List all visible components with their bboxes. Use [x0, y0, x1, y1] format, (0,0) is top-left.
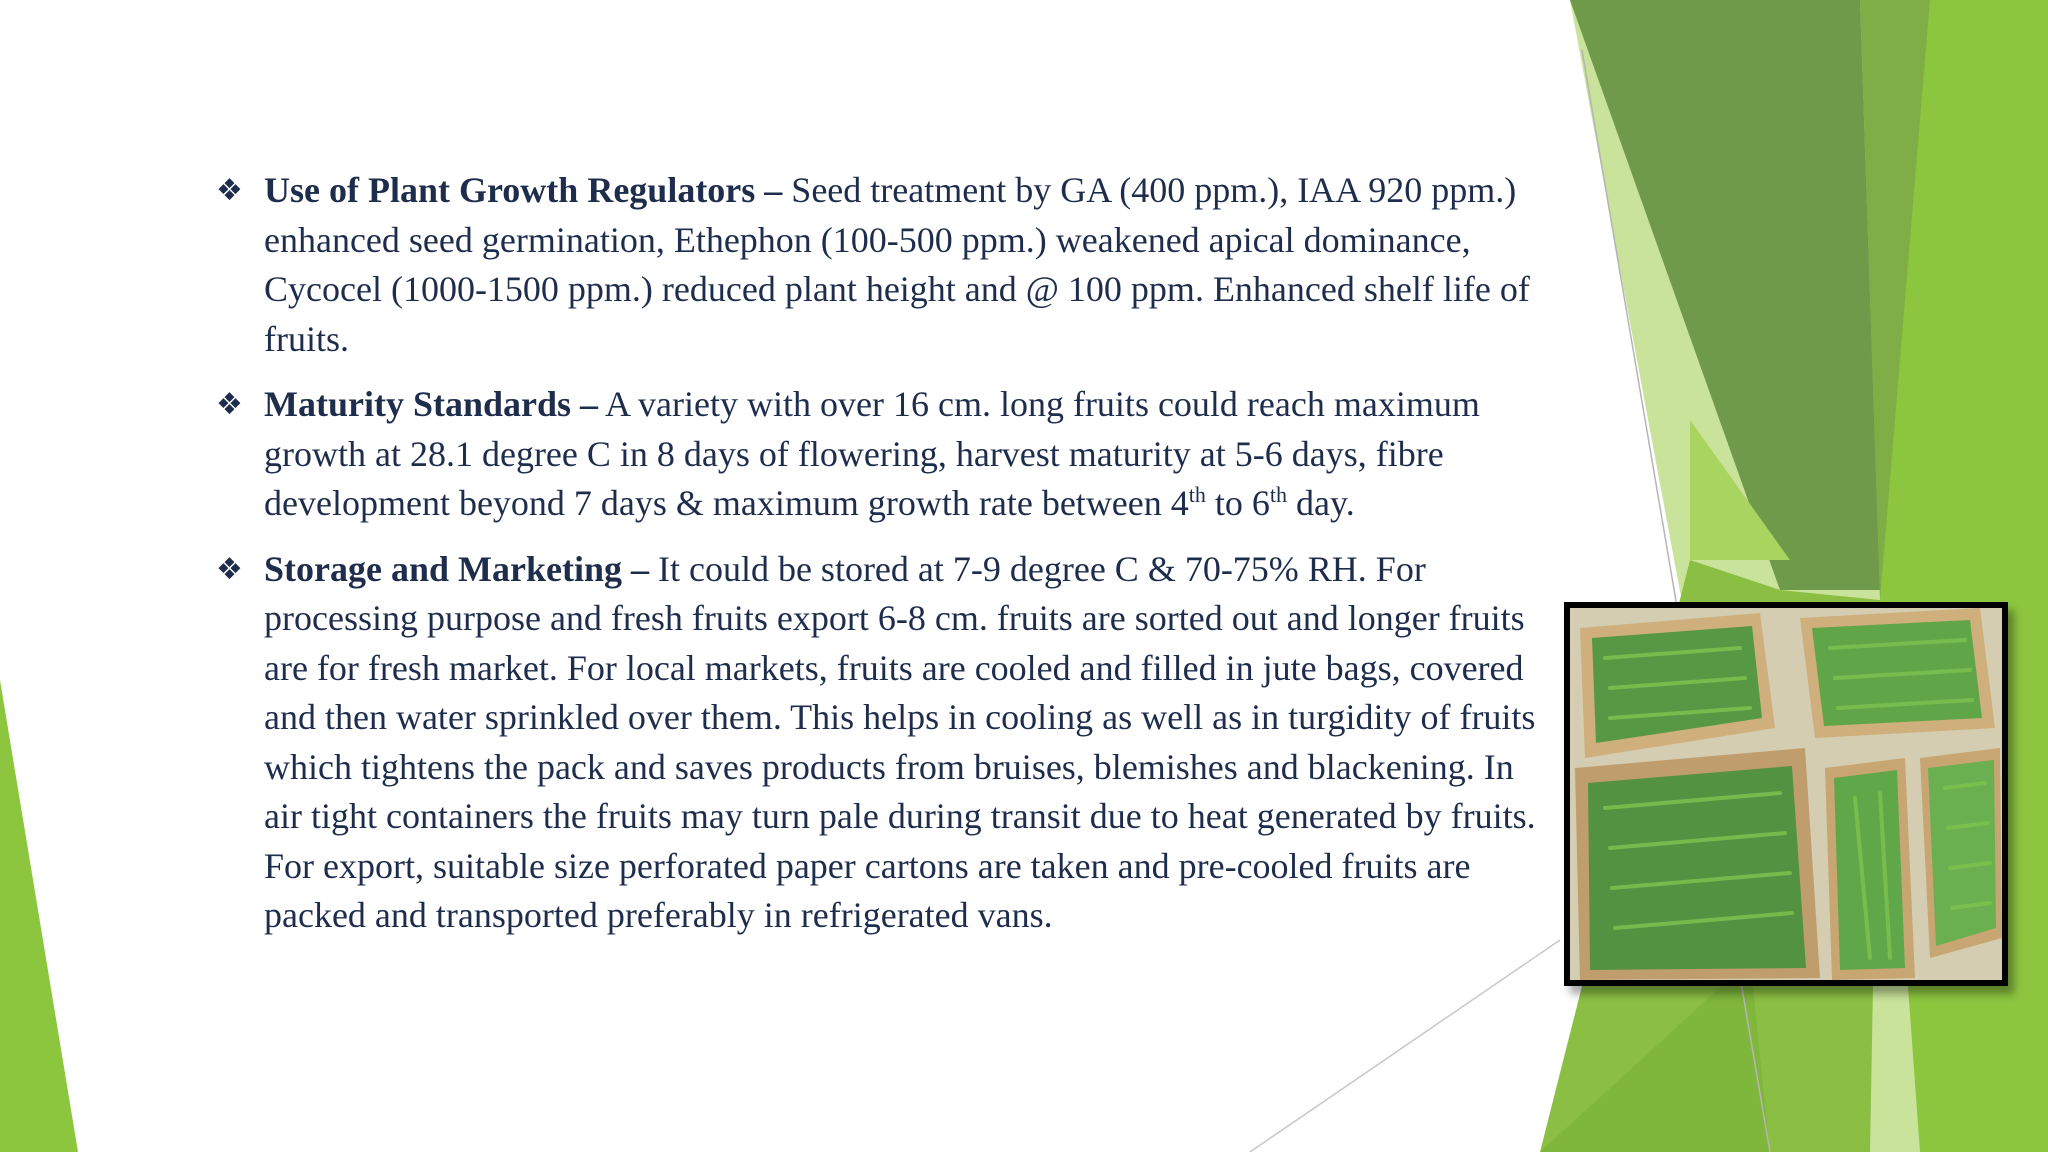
photo-frame — [1564, 602, 2008, 986]
bullet-term: Maturity Standards – — [264, 384, 599, 424]
superscript: th — [1188, 482, 1206, 507]
bullet-term: Storage and Marketing – — [264, 548, 649, 589]
bullet-storage-and-marketing — [216, 545, 1536, 941]
diamond-bullet-icon: ❖ — [216, 387, 243, 422]
bullet-text: Seed treatment by GA (400 ppm.), IAA 920 ppm.) enhanced seed germination, Ethephon (100-500 ppm.) weakened apical dominance, Cycocel (1000-1500 ppm.) reduced plant height and @ 100 ppm. Enhanced shelf life of fruits. — [264, 170, 1530, 359]
bullet-text: to 6 — [1205, 483, 1270, 523]
okra-boxes-photo-icon — [1570, 608, 2002, 980]
okra-photo-illustration — [1570, 608, 2002, 980]
bullet-maturity-standards — [216, 380, 1536, 529]
diamond-bullet-icon: ❖ — [216, 173, 243, 208]
bullet-plant-growth-regulators — [216, 166, 1536, 364]
bullet-text: day. — [1287, 483, 1355, 523]
superscript: th — [1269, 482, 1288, 507]
left-green-wedge — [0, 680, 78, 1152]
diamond-bullet-icon: ❖ — [216, 551, 243, 587]
bullet-list — [216, 166, 1536, 957]
bullet-term: Use of Plant Growth Regulators – — [264, 170, 783, 210]
bullet-text: A variety with over 16 cm. long fruits could reach maximum growth at 28.1 degree C in 8 days of flowering, harvest maturity at 5-6 days, fibre development beyond 7 days & maximum growth rate between 4 — [264, 384, 1480, 523]
thin-diagonal-line-2 — [1250, 940, 1560, 1152]
bullet-text: It could be stored at 7-9 degree C & 70-75% RH. For processing purpose and fresh fruits export 6-8 cm. fruits are sorted out and longer fruits are for fresh market. For local markets, fruits are cooled and filled in jute bags, covered and then water sprinkled over them. This helps in cooling as well as in turgidity of fruits which tightens the pack and saves products from bruises, blemishes and blackening. In air tight containers the fruits may turn pale during transit due to heat generated by fruits. For export, suitable size perforated paper cartons are taken and pre-cooled fruits are packed and transported preferably in refrigerated vans. — [264, 548, 1536, 935]
